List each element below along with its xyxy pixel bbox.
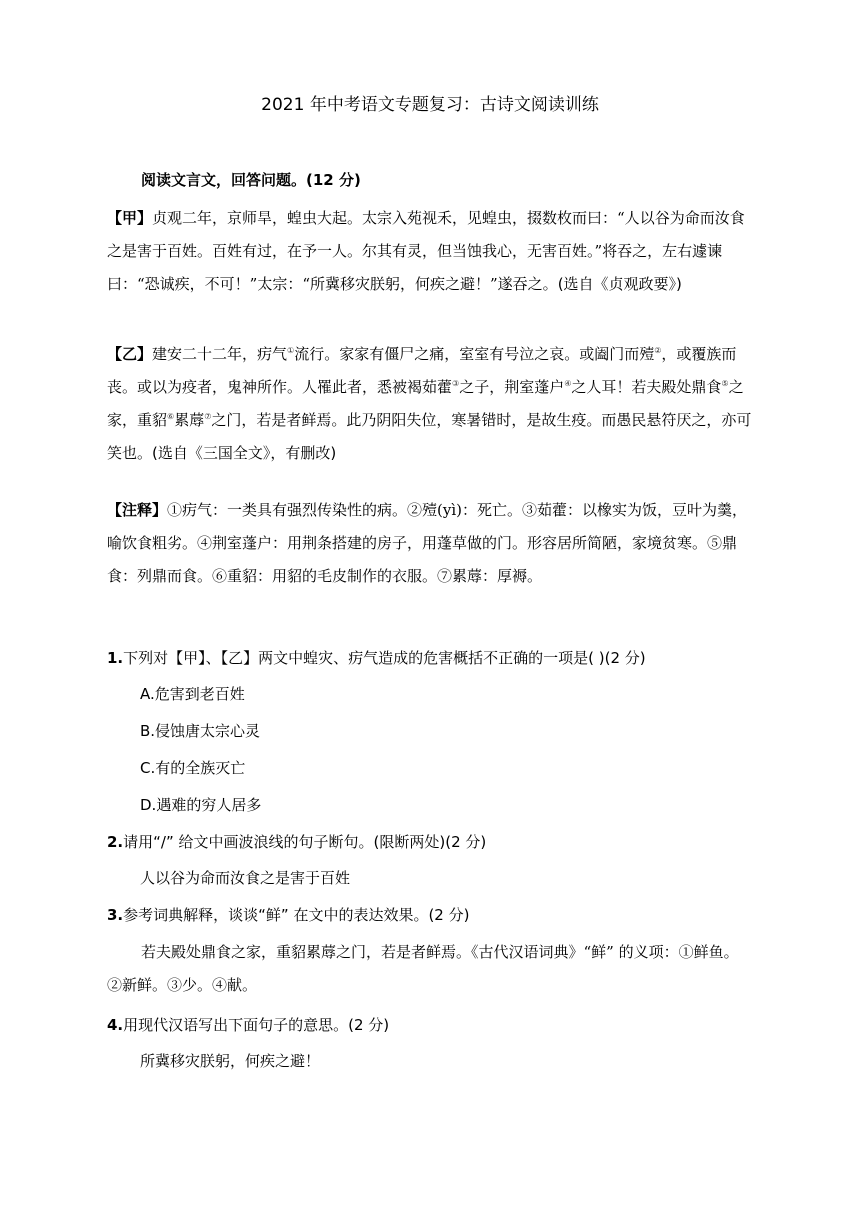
passage-yi-text: 之家，重貂 [107, 378, 744, 429]
question-1-option-b: B.侵蚀唐太宗心灵 [140, 722, 261, 740]
note-mark: ⑦ [204, 412, 212, 421]
passage-yi-text: ，或覆族而丧。或以为疫者，鬼神所作。人罹此者，悉被褐茹藿 [107, 345, 737, 396]
passage-yi [107, 338, 753, 470]
annotations [107, 494, 753, 593]
annotations-tag: 【注释】 [107, 501, 168, 519]
passage-yi-text: 流行。家家有僵尸之痛，室室有号泣之哀。或阖门而殪 [294, 345, 655, 363]
question-1 [107, 647, 753, 669]
question-1-option-a: A.危害到老百姓 [140, 685, 245, 703]
question-3-body: 若夫殿处鼎食之家，重貂累蓐之门，若是者鲜焉。《古代汉语词典》“鲜” 的义项：①鲜鱼。②新鲜。③少。④献。 [107, 943, 739, 994]
note-mark: ⑤ [721, 379, 729, 388]
passage-yi-tag: 【乙】 [107, 345, 153, 363]
passage-yi-text: 之门，若是者鲜焉。此乃阴阳失位，寒暑错时，是故生疫。而愚民悬符厌之，亦可笑也。 [107, 411, 752, 462]
note-mark: ③ [452, 379, 460, 388]
page-title: 2021 年中考语文专题复习：古诗文阅读训练 [261, 95, 599, 115]
passage-yi-text: 累蓐 [174, 411, 205, 429]
question-4-number: 4. [107, 1016, 124, 1034]
passage-jia-tag: 【甲】 [107, 209, 153, 227]
question-2-number: 2. [107, 833, 124, 851]
question-3 [107, 904, 753, 926]
question-1-text: 下列对【甲】、【乙】两文中蝗灾、疠气造成的危害概括不正确的一项是( )(2 分) [123, 649, 646, 667]
annotations-text: ①疠气：一类具有强烈传染性的病。②殪(yì)：死亡。③茹藿：以橡实为饭，豆叶为羹，喻饮食粗劣。④荆室蓬户：用荆条搭建的房子，用蓬草做的门。形容居所简陋，家境贫寒。⑤鼎食：列鼎而食。⑥重貂：用貂的毛皮制作的衣服。⑦累蓐：厚褥。 [107, 501, 747, 585]
question-4-text: 用现代汉语写出下面句子的意思。(2 分) [123, 1016, 390, 1034]
question-3-number: 3. [107, 906, 124, 924]
question-4 [107, 1014, 753, 1036]
question-1-number: 1. [107, 649, 124, 667]
question-4-sentence: 所冀移灾朕躬，何疾之避！ [140, 1052, 321, 1070]
passage-yi-text: 建安二十二年，疠气 [152, 345, 288, 363]
passage-jia [107, 202, 753, 301]
passage-yi-text: 之人耳！若夫殿处鼎食 [571, 378, 722, 396]
question-1-option-d: D.遇难的穷人居多 [140, 796, 262, 814]
question-2-sentence: 人以谷为命而汝食之是害于百姓 [140, 869, 351, 887]
passage-jia-source: (选自《贞观政要》) [557, 275, 682, 293]
note-mark: ④ [564, 379, 572, 388]
question-2 [107, 831, 753, 853]
passage-yi-source: (选自《三国全文》，有删改) [152, 444, 337, 462]
note-mark: ② [654, 346, 662, 355]
passage-jia-text: 贞观二年，京师旱，蝗虫大起。太宗入苑视禾，见蝗虫，掇数枚而曰：“人以谷为命而汝食之是害于百姓。百姓有过，在予一人。尔其有灵，但当蚀我心，无害百姓。”将吞之，左右遽谏曰：“恐诚疾，不可！”太宗：“所冀移灾朕躬，何疾之避！”遂吞之。 [107, 209, 745, 293]
question-3-text: 参考词典解释，谈谈“鲜” 在文中的表达效果。(2 分) [123, 906, 470, 924]
question-2-text: 请用“/” 给文中画波浪线的句子断句。(限断两处)(2 分) [123, 833, 487, 851]
note-mark: ① [287, 346, 295, 355]
note-mark: ⑥ [167, 412, 175, 421]
passage-yi-text: 之子，荆室蓬户 [459, 378, 565, 396]
question-1-option-c: C.有的全族灭亡 [140, 759, 246, 777]
reading-instruction: 阅读文言文，回答问题。(12 分) [141, 171, 361, 189]
